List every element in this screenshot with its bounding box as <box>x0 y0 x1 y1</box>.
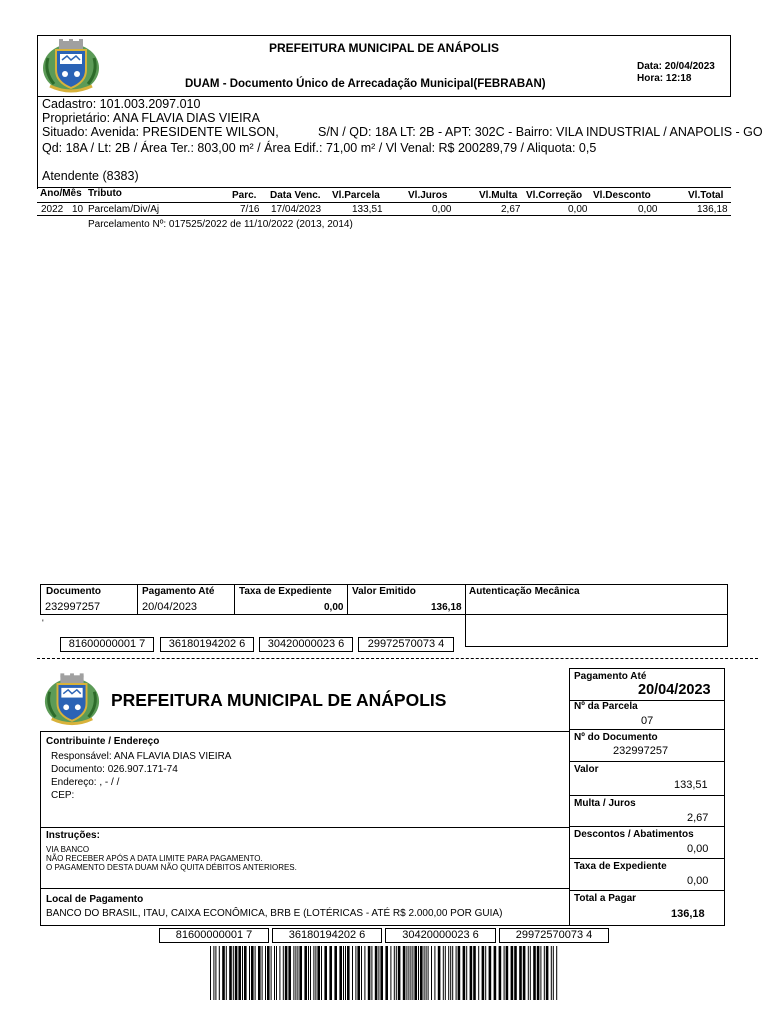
receipt-mark: ' <box>42 618 44 628</box>
row-vl-desconto: 0,00 <box>638 204 658 215</box>
row-data-venc: 17/04/2023 <box>271 204 322 215</box>
right-descontos-label: Descontos / Abatimentos <box>574 829 694 840</box>
col-ano-mes: Ano/Mês <box>40 188 82 199</box>
cut-line <box>37 658 758 659</box>
right-valor-label: Valor <box>574 764 599 775</box>
receipt-code-3: 30420000023 6 <box>259 637 353 652</box>
right-taxa-label: Taxa de Expediente <box>574 861 667 872</box>
right-total-label: Total a Pagar <box>574 893 637 904</box>
local-value: BANCO DO BRASIL, ITAU, CAIXA ECONÔMICA, BRB E (LOTÉRICAS - ATÉ R$ 2.000,00 POR GUIA) <box>46 908 503 919</box>
slip-code-3: 30420000023 6 <box>385 928 496 943</box>
col-tributo: Tributo <box>88 188 122 199</box>
right-sep <box>569 729 725 730</box>
receipt-pagamento-value: 20/04/2023 <box>142 601 198 613</box>
slip-code-2: 36180194202 6 <box>272 928 382 943</box>
right-documento-value: 232997257 <box>613 745 669 757</box>
contribuinte-documento: Documento: 026.907.171-74 <box>51 764 178 775</box>
info-situado-detail: S/N / QD: 18A LT: 2B - APT: 302C - Bairro: VILA INDUSTRIAL / ANAPOLIS - GO <box>318 125 763 139</box>
info-situado-detail-clip <box>318 125 768 141</box>
info-atendente: Atendente (8383) <box>42 169 139 183</box>
info-situado: Situado: Avenida: PRESIDENTE WILSON, <box>42 125 279 139</box>
right-parcela-label: Nº da Parcela <box>574 701 638 712</box>
right-sep <box>569 890 725 891</box>
row-vl-correcao: 0,00 <box>568 204 588 215</box>
right-sep <box>569 858 725 859</box>
contribuinte-endereco: Endereço: , - / / <box>51 777 120 788</box>
slip-code-4: 29972570073 4 <box>499 928 609 943</box>
instrucoes-label: Instruções: <box>46 830 100 841</box>
right-parcela-value: 07 <box>641 715 654 727</box>
info-cadastro: Cadastro: 101.003.2097.010 <box>42 97 201 111</box>
right-sep <box>569 795 725 796</box>
receipt-autenticacao-label: Autenticação Mecânica <box>469 586 580 597</box>
col-data-venc: Data Venc. <box>270 190 321 201</box>
col-parc: Parc. <box>232 190 257 201</box>
receipt-sep-1 <box>137 584 138 615</box>
contribuinte-responsavel: Responsável: ANA FLAVIA DIAS VIEIRA <box>51 751 232 762</box>
row-vl-juros: 0,00 <box>432 204 452 215</box>
contribuinte-label: Contribuinte / Endereço <box>46 736 160 747</box>
col-vl-correcao: Vl.Correção <box>526 190 583 201</box>
barcode-icon <box>210 946 560 1000</box>
row-tributo: Parcelam/Div/Aj <box>88 204 160 215</box>
col-vl-juros: Vl.Juros <box>408 190 448 201</box>
right-documento-label: Nº do Documento <box>574 732 658 743</box>
table-header-rule <box>37 202 731 203</box>
right-taxa-value: 0,00 <box>687 875 709 887</box>
receipt-valor-value: 136,18 <box>431 602 462 613</box>
receipt-valor-label: Valor Emitido <box>352 586 416 597</box>
slip-title: PREFEITURA MUNICIPAL DE ANÁPOLIS <box>111 690 447 710</box>
instrucoes-line: O PAGAMENTO DESTA DUAM NÃO QUITA DÉBITOS ANTERIORES. <box>46 863 297 872</box>
col-vl-parcela: Vl.Parcela <box>332 190 380 201</box>
local-label: Local de Pagamento <box>46 894 144 905</box>
right-descontos-value: 0,00 <box>687 843 709 855</box>
row-vl-multa: 2,67 <box>501 204 521 215</box>
right-valor-value: 133,51 <box>674 779 708 791</box>
right-multa-label: Multa / Juros <box>574 798 636 809</box>
info-quadra: Qd: 18A / Lt: 2B / Área Ter.: 803,00 m² / Área Edif.: 71,00 m² / Vl Venal: R$ 200289,79 / Aliquota: 0,5 <box>42 141 597 155</box>
header-date: Data: 20/04/2023 <box>637 61 715 72</box>
receipt-documento-label: Documento <box>46 586 101 597</box>
instrucoes-line: NÃO RECEBER APÓS A DATA LIMITE PARA PAGAMENTO. <box>46 854 263 863</box>
receipt-code-4: 29972570073 4 <box>358 637 454 652</box>
receipt-code-1: 81600000001 7 <box>60 637 154 652</box>
receipt-taxa-label: Taxa de Expediente <box>239 586 332 597</box>
info-left-border <box>37 96 38 189</box>
row-ano: 2022 <box>41 204 64 215</box>
header-title: PREFEITURA MUNICIPAL DE ANÁPOLIS <box>268 41 499 55</box>
col-vl-desconto: Vl.Desconto <box>593 190 651 201</box>
right-sep <box>569 761 725 762</box>
row-vl-total: 136,18 <box>697 204 728 215</box>
table-row-rule <box>37 215 731 216</box>
receipt-pagamento-label: Pagamento Até <box>142 586 215 597</box>
right-pagamento-label: Pagamento Até <box>574 671 647 682</box>
right-total-value: 136,18 <box>671 908 705 920</box>
receipt-taxa-value: 0,00 <box>324 602 344 613</box>
right-multa-value: 2,67 <box>687 812 709 824</box>
parcelamento-note: Parcelamento Nº: 017525/2022 de 11/10/2022 (2013, 2014) <box>88 219 353 230</box>
header-time: Hora: 12:18 <box>637 73 692 84</box>
receipt-sep-2 <box>234 584 235 615</box>
receipt-code-2: 36180194202 6 <box>160 637 254 652</box>
receipt-sep-3 <box>347 584 348 615</box>
contribuinte-cep: CEP: <box>51 790 75 801</box>
coat-of-arms-icon <box>42 672 102 727</box>
row-mes: 10 <box>72 204 84 215</box>
right-sep <box>569 826 725 827</box>
right-pagamento-value: 20/04/2023 <box>638 682 711 698</box>
col-vl-multa: Vl.Multa <box>479 190 518 201</box>
row-vl-parcela: 133,51 <box>352 204 383 215</box>
instrucoes-line: VIA BANCO <box>46 845 90 854</box>
row-parc: 7/16 <box>240 204 260 215</box>
slip-code-1: 81600000001 7 <box>159 928 269 943</box>
col-vl-total: Vl.Total <box>688 190 724 201</box>
info-proprietario: Proprietário: ANA FLAVIA DIAS VIEIRA <box>42 111 260 125</box>
header-subtitle: DUAM - Documento Único de Arrecadação Municipal(FEBRABAN) <box>185 78 546 90</box>
table-top-rule <box>37 187 731 188</box>
receipt-documento-value: 232997257 <box>45 601 101 613</box>
